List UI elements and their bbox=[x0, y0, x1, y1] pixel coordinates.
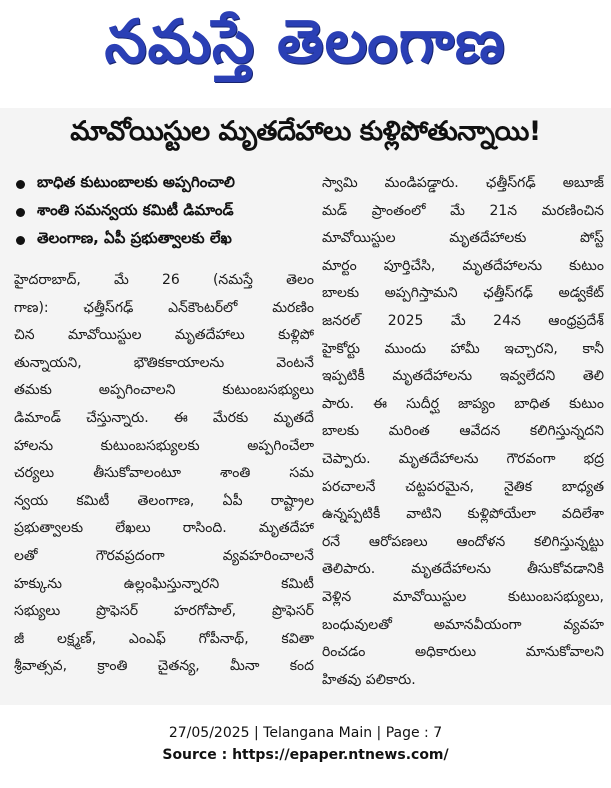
text-line: రించడం అధికారులు మానుకోవాలని bbox=[322, 644, 604, 661]
bullet-dot-icon bbox=[16, 208, 25, 217]
text-line: మార్టం పూర్తిచేసి, మృతదేహాలను కుటుం bbox=[322, 257, 604, 274]
text-line: లతో గౌరవప్రదంగా వ్యవహరించాలనే bbox=[14, 547, 314, 564]
text-line: రనే ఆరోపణలు ఆందోళన కలిగిస్తున్నట్టు bbox=[322, 533, 604, 550]
text-line: జీ లక్ష్మణ్, ఎంఎఫ్ గోపీనాథ్, కవితా bbox=[14, 630, 314, 647]
clipping-meta: 27/05/2025 | Telangana Main | Page : 7 bbox=[168, 725, 443, 741]
text-line: డిమాండ్ చేస్తున్నారు. ఈ మేరకు మృతదే bbox=[14, 409, 314, 426]
bullet-list bbox=[14, 170, 314, 254]
bullet-dot-icon bbox=[16, 180, 25, 189]
article-column-left bbox=[14, 170, 314, 681]
clipping-source: Source : https://epaper.ntnews.com/ bbox=[162, 747, 449, 763]
text-line: చర్యలు తీసుకోవాలంటూ శాంతి సమ bbox=[14, 465, 314, 482]
bullet-text: తెలంగాణ, ఏపీ ప్రభుత్వాలకు లేఖ bbox=[37, 229, 232, 247]
newspaper-logo: నమస్తే తెలంగాణ bbox=[104, 7, 506, 77]
text-line: న్వయ కమిటీ తెలంగాణ, ఏపీ రాష్ట్రాల bbox=[14, 492, 314, 509]
article-column-right bbox=[322, 170, 604, 694]
text-line: ప్రభుత్వాలకు లేఖలు రాసింది. మృతదేహా bbox=[14, 520, 314, 537]
text-line: చెప్పారు. మృతదేహాలను గౌరవంగా భద్ర bbox=[322, 450, 604, 467]
bullet-dot-icon bbox=[16, 236, 25, 245]
text-line: శ్రీవాత్సవ, క్రాంతి చైతన్య, మీనా కంద bbox=[14, 658, 314, 675]
text-line: వెళ్లిన మావోయిస్టుల కుటుంబసభ్యులు, bbox=[322, 588, 604, 605]
text-line: బంధువులతో అమానవీయంగా వ్యవహ bbox=[322, 616, 604, 633]
text-line: జనరల్ 2025 మే 24న ఆంధ్రప్రదేశ్ bbox=[322, 312, 604, 329]
text-line: హైదరాబాద్, మే 26 (నమస్తే తెలం bbox=[14, 272, 314, 288]
article-body-right bbox=[322, 170, 604, 694]
text-line: హాలను కుటుంబసభ్యులకు అప్పగించేలా bbox=[14, 437, 314, 454]
text-line: గాణ): ఛత్తీస్‌గఢ్ ఎన్‌కౌంటర్‌లో మరణిం bbox=[14, 299, 314, 316]
text-line: మావోయిస్టుల మృతదేహాలకు పోస్ట్ bbox=[322, 230, 604, 247]
text-line: చిన మావోయిస్టుల మృతదేహాలు కుళ్లిపో bbox=[14, 327, 314, 344]
article-body-left bbox=[14, 267, 314, 681]
text-line: తెలిపారు. మృతదేహాలను తీసుకోవడానికి bbox=[322, 561, 604, 578]
bullet-text: శాంతి సమన్వయ కమిటీ డిమాండ్ bbox=[37, 201, 234, 219]
masthead bbox=[0, 0, 611, 108]
text-line: హితవు పలికారు. bbox=[322, 671, 416, 688]
bullet-item bbox=[14, 198, 314, 226]
bullet-item bbox=[14, 170, 314, 198]
text-line: ఇప్పటికీ మృతదేహాలను ఇవ్వలేదని తెలి bbox=[322, 368, 604, 385]
bullet-text: బాధిత కుటుంబాలకు అప్పగించాలి bbox=[37, 173, 235, 191]
text-line: బాలకు మరింత ఆవేదన కలిగిస్తున్నదని bbox=[322, 423, 604, 440]
text-line: తమకు అప్పగించాలని కుటుంబసభ్యులు bbox=[14, 382, 314, 399]
text-line: హక్కును ఉల్లంఘిస్తున్నారని కమిటీ bbox=[14, 575, 314, 592]
text-line: స్వామి మండిపడ్డారు. ఛత్తీస్‌గఢ్ అబూజ్ bbox=[322, 175, 604, 191]
text-line: ఉన్నప్పటికీ వాటిని కుళ్లిపోయేలా వదిలేశా bbox=[322, 506, 604, 523]
text-line: పరచాలనే చట్టపరమైన, నైతిక బాధ్యత bbox=[322, 478, 604, 495]
text-line: బాలకు అప్పగిస్తామని ఛత్తీస్‌గఢ్ అడ్వకేట్ bbox=[322, 285, 604, 302]
bullet-item bbox=[14, 226, 314, 254]
text-line: సభ్యులు ప్రొఫెసర్ హరగోపాల్, ప్రొఫెసర్ bbox=[14, 603, 314, 620]
article-headline: మావోయిస్టుల మృతదేహాలు కుళ్లిపోతున్నాయి! bbox=[70, 116, 541, 147]
clipping-footer bbox=[0, 722, 611, 766]
text-line: మడ్ ప్రాంతంలో మే 21న మరణించిన bbox=[322, 202, 604, 219]
text-line: తున్నాయని, భౌతికకాయాలను వెంటనే bbox=[14, 354, 314, 371]
text-line: హైకోర్టు ముందు హామీ ఇచ్చారని, కానీ bbox=[322, 340, 604, 357]
text-line: పారు. ఈ సుదీర్ఘ జాప్యం బాధిత కుటుం bbox=[322, 395, 604, 412]
